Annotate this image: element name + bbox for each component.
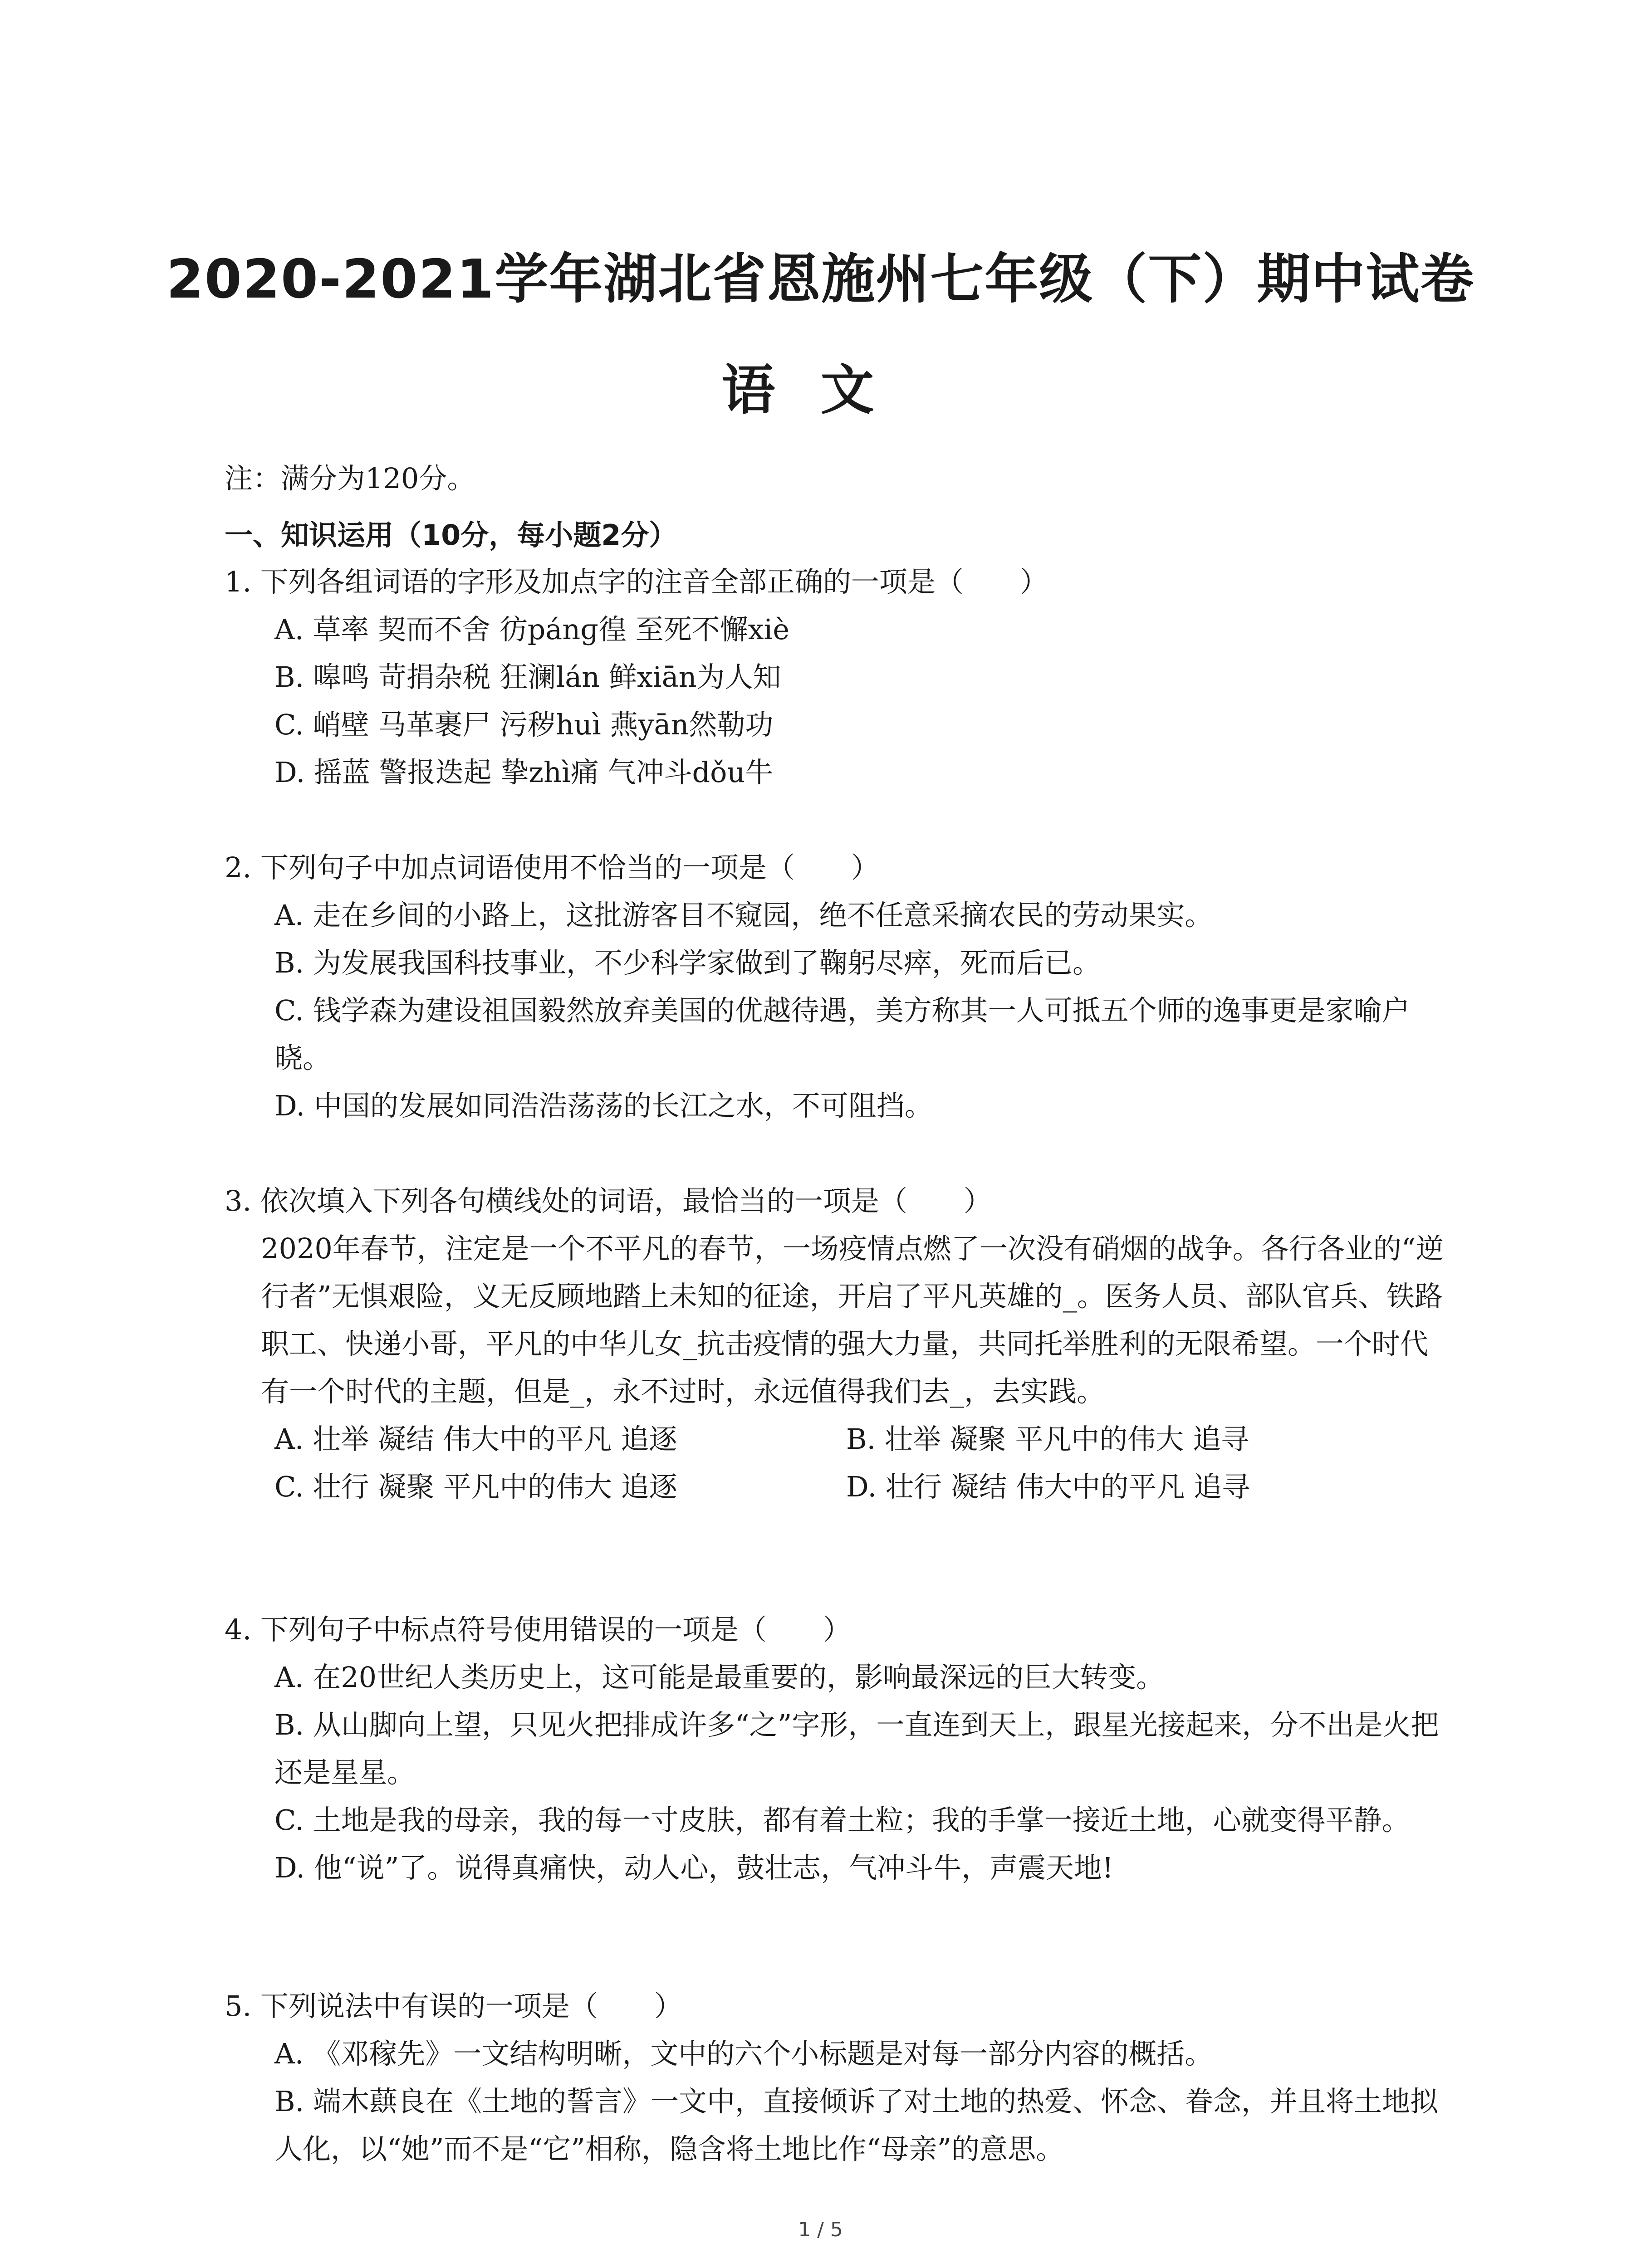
option-a: A. 在20世纪人类历史上，这可能是最重要的，影响最深远的巨大转变。 [274, 1661, 1165, 1694]
options-grid [225, 1415, 1450, 1510]
question-stem: 4. 下列句子中标点符号使用错误的一项是（ ） [225, 1613, 851, 1646]
question-stem: 3. 依次填入下列各句横线处的词语，最恰当的一项是（ ） [225, 1184, 992, 1217]
option-d: D. 中国的发展如同浩浩荡荡的长江之水，不可阻挡。 [274, 1089, 933, 1122]
option-a: A. 草率 契而不舍 彷pánɡ徨 至死不懈xiè [274, 613, 790, 646]
option-b: B. 端木蕻良在《土地的誓言》一文中，直接倾诉了对土地的热爱、怀念、眷念，并且将土地拟人化，以“她”而不是“它”相称，隐含将土地比作“母亲”的意思。 [274, 2085, 1438, 2165]
question-2 [225, 844, 1450, 1129]
question-4 [225, 1606, 1450, 1892]
option-b: B. 为发展我国科技事业，不少科学家做到了鞠躬尽瘁，死而后已。 [274, 946, 1101, 979]
score-note: 注：满分为120分。 [225, 462, 475, 495]
question-stem: 5. 下列说法中有误的一项是（ ） [225, 1989, 682, 2023]
page-number: 1 / 5 [798, 2218, 843, 2241]
option-d: D. 他“说”了。说得真痛快，动人心，鼓壮志，气冲斗牛，声震天地! [274, 1851, 1114, 1884]
option-c: C. 土地是我的母亲，我的每一寸皮肤，都有着土粒；我的手掌一接近土地，心就变得平静。 [274, 1804, 1410, 1837]
option-a: A. 壮举 凝结 伟大中的平凡 追逐 [274, 1422, 677, 1456]
option-a: A. 《邓稼先》一文结构明晰，文中的六个小标题是对每一部分内容的概括。 [274, 2037, 1213, 2070]
question-passage: 2020年春节，注定是一个不平凡的春节，一场疫情点燃了一次没有硝烟的战争。各行各业的“逆行者”无惧艰险，义无反顾地踏上未知的征途，开启了平凡英雄的_。医务人员、部队官兵、铁路职工、快递小哥，平凡的中华儿女_抗击疫情的强大力量，共同托举胜利的无限希望。一个时代有一个时代的主题，但是_，永不过时，永远值得我们去_，去实践。 [261, 1232, 1444, 1408]
option-b: B. 从山脚向上望，只见火把排成许多“之”字形，一直连到天上，跟星光接起来，分不出是火把还是星星。 [274, 1708, 1439, 1789]
exam-title: 2020-2021学年湖北省恩施州七年级（下）期中试卷 [166, 248, 1475, 310]
option-b: B. 壮举 凝聚 平凡中的伟大 追寻 [846, 1422, 1249, 1456]
section-heading: 一、知识运用（10分，每小题2分） [225, 518, 677, 552]
question-5 [225, 1982, 1450, 2173]
option-b: B. 嗥鸣 苛捐杂税 狂澜lán 鲜xiān为人知 [274, 660, 781, 694]
option-c: C. 钱学森为建设祖国毅然放弃美国的优越待遇，美方称其一人可抵五个师的逸事更是家喻户晓。 [274, 994, 1410, 1075]
option-a: A. 走在乡间的小路上，这批游客目不窥园，绝不任意采摘农民的劳动果实。 [274, 899, 1213, 932]
option-c: C. 壮行 凝聚 平凡中的伟大 追逐 [274, 1470, 677, 1503]
option-c: C. 峭壁 马革裹尸 污秽huì 燕yān然勒功 [274, 708, 774, 741]
exam-subject: 语文 [721, 359, 920, 421]
question-1 [225, 558, 1450, 796]
question-stem: 2. 下列句子中加点词语使用不恰当的一项是（ ） [225, 851, 879, 884]
question-3 [225, 1177, 1450, 1510]
option-d: D. 摇蓝 警报迭起 挚zhì痛 气冲斗dǒu牛 [274, 756, 774, 789]
option-d: D. 壮行 凝结 伟大中的平凡 追寻 [846, 1470, 1250, 1503]
question-stem: 1. 下列各组词语的字形及加点字的注音全部正确的一项是（ ） [225, 565, 1048, 598]
